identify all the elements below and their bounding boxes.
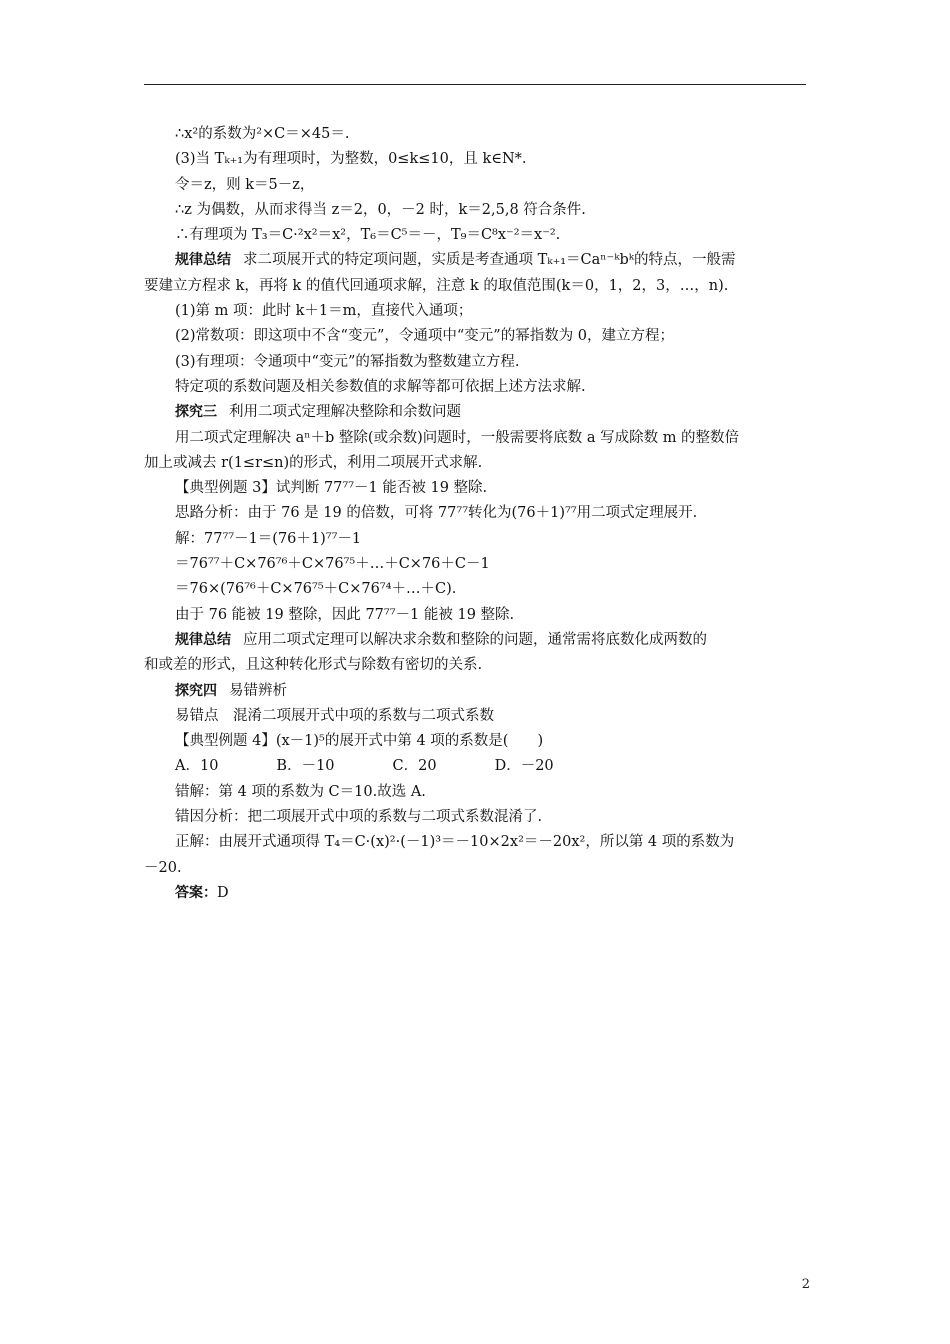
section-heading [144, 679, 806, 704]
text-line: －20. [144, 859, 182, 876]
summary-label: 规律总结 [175, 631, 231, 648]
text-line: 令＝z，则 k＝5－z， [175, 176, 315, 193]
summary-label: 规律总结 [175, 252, 231, 269]
text-line: (3)当 Tₖ₊₁为有理项时，为整数，0≤k≤10，且 k∈N*. [175, 151, 527, 168]
text-line: 由于 76 能被 19 整除，因此 77⁷⁷－1 能被 19 整除. [175, 606, 515, 623]
equation-line: ＝76×(76⁷⁶＋C×76⁷⁵＋C×76⁷⁴＋…＋C). [175, 581, 457, 598]
answer-options: A．10 B．－10 C．20 D．－20 [175, 758, 554, 775]
summary-heading-line [144, 628, 806, 653]
text-line: 易错点 混淆二项展开式中项的系数与二项式系数 [175, 707, 494, 724]
text-line: 特定项的系数问题及相关参数值的求解等都可依据上述方法求解. [175, 378, 586, 395]
text-line: ∴x²的系数为²×C＝×45＝. [175, 126, 350, 142]
page-body [144, 122, 806, 906]
text-line: 错解：第 4 项的系数为 C＝10.故选 A. [175, 783, 426, 800]
text-line: 要建立方程求 k，再将 k 的值代回通项求解，注意 k 的取值范围(k＝0，1，2，3，…，n). [144, 277, 729, 294]
answer-value: D [217, 884, 229, 901]
summary-heading-line [144, 248, 806, 273]
text-line: 解：77⁷⁷－1＝(76＋1)⁷⁷－1 [175, 530, 362, 547]
answer-label: 答案： [175, 884, 217, 901]
summary-text: 应用二项式定理可以解决求余数和整除的问题，通常需将底数化成两数的 [243, 631, 707, 648]
text-line: 加上或减去 r(1≤r≤n)的形式，利用二项展开式求解. [144, 454, 483, 471]
section-title: 利用二项式定理解决整除和余数问题 [229, 404, 461, 421]
text-line: 错因分析：把二项展开式中项的系数与二项式系数混淆了. [175, 809, 543, 826]
text-line: 思路分析：由于 76 是 19 的倍数，可将 77⁷⁷转化为(76＋1)⁷⁷用二项式定理展开. [175, 505, 698, 522]
section-heading [144, 400, 806, 425]
text-line: 正解：由展开式通项得 T₄＝C·(x)²·(－1)³＝－10×2x²＝－20x²，所以第 4 项的系数为 [175, 834, 735, 851]
section-title: 易错辨析 [229, 682, 287, 699]
text-line: 用二项式定理解决 aⁿ＋b 整除(或余数)问题时，一般需要将底数 a 写成除数 m 的整数倍 [175, 429, 740, 446]
equation-line: ＝76⁷⁷＋C×76⁷⁶＋C×76⁷⁵＋…＋C×76＋C－1 [175, 556, 490, 573]
example-title: 【典型例题 4】(x－1)⁵的展开式中第 4 项的系数是( ) [175, 733, 544, 750]
section-label: 探究四 [175, 682, 217, 699]
example-title: 【典型例题 3】试判断 77⁷⁷－1 能否被 19 整除. [175, 480, 488, 497]
text-line: ∴z 为偶数，从而求得当 z＝2，0，－2 时，k＝2,5,8 符合条件. [175, 201, 586, 218]
page-number: 2 [801, 1277, 810, 1292]
text-line: 和或差的形式，且这种转化形式与除数有密切的关系. [144, 657, 483, 674]
header-rule [144, 84, 806, 85]
text-line: (3)有理项：令通项中“变元”的幂指数为整数建立方程. [175, 353, 520, 370]
text-line: (1)第 m 项：此时 k＋1＝m，直接代入通项； [175, 303, 473, 320]
answer-line [144, 881, 806, 906]
section-label: 探究三 [175, 404, 217, 421]
summary-text: 求二项展开式的特定项问题，实质是考查通项 Tₖ₊₁＝Caⁿ⁻ᵏbᵏ的特点，一般需 [243, 252, 736, 269]
text-line: (2)常数项：即这项中不含“变元”，令通项中“变元”的幂指数为 0，建立方程； [175, 328, 675, 345]
text-line: ∴有理项为 T₃＝C·²x²＝x²，T₆＝C⁵＝－，T₉＝C⁸x⁻²＝x⁻². [175, 227, 561, 244]
